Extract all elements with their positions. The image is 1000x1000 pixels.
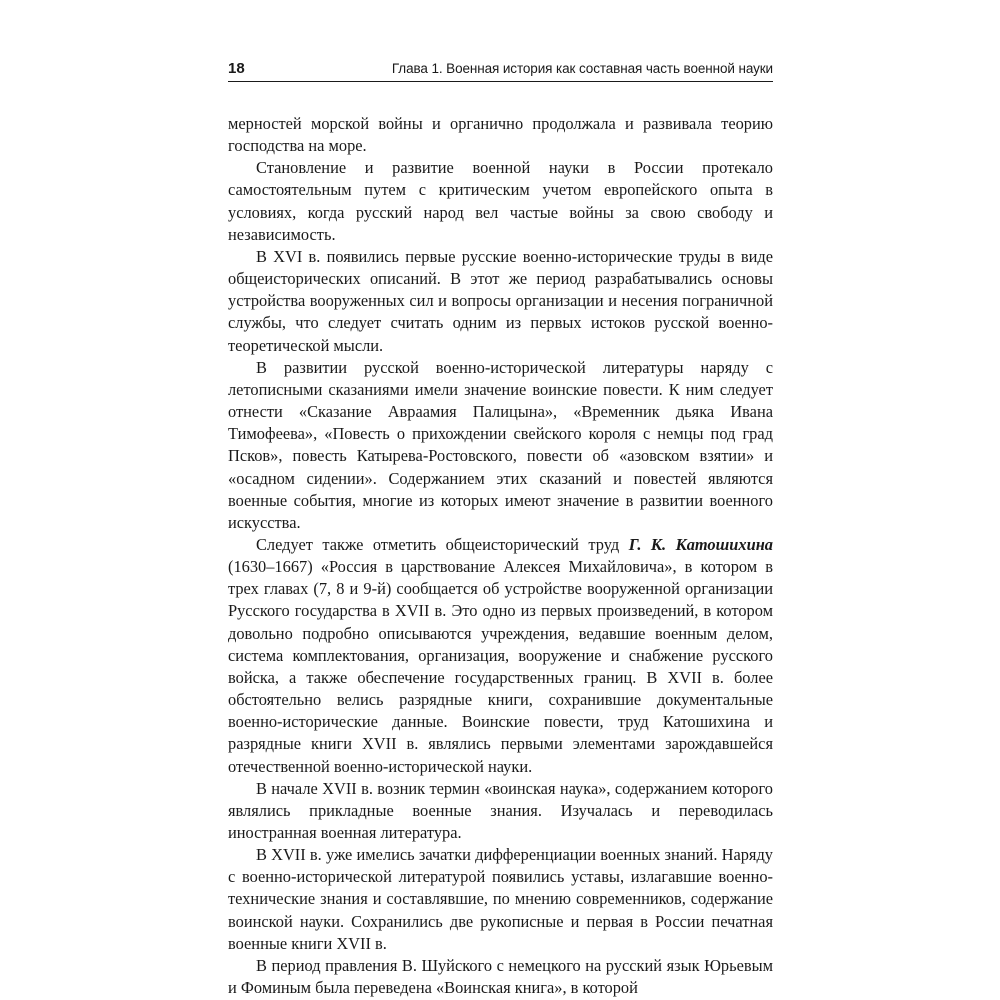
paragraph: В начале XVII в. возник термин «воинская наука», содержанием которого являлись прикладные военные знания. Изучалась и переводилась иностранная военная литература. xyxy=(228,778,773,842)
paragraph xyxy=(228,534,773,778)
paragraph: Становление и развитие военной науки в России протекало самостоятельным путем с критическим учетом европейского опыта в условиях, когда русский народ вел частые войны за свою свободу и независимость. xyxy=(228,158,773,244)
paragraph: В XVII в. уже имелись зачатки дифференциации военных знаний. Наряду с военно-исторической литературой появились уставы, излагавшие военно-технические знания и составлявшие, по мнению современников, содержание воинской науки. Сохранились две рукописные и первая в России печатная военные книги XVII в. xyxy=(228,845,773,953)
paragraph-text: (1630–1667) «Россия в царствование Алексея Михайловича», в котором в трех главах (7, 8 и 9-й) сообщается об устройстве вооруженной организации Русского государства в XVII в. Это одно из первых произведений, в котором довольно подробно описываются учреждения, ведавшие военным делом, система комплектования, организация, вооружение и снабжение русского войска, а также обеспечение государственных границ. В XVII в. более обстоятельно велись разрядные книги, сохранившие документальные военно-исторические данные. Воинские повести, труд Катошихина и разрядные книги XVII в. являлись первыми элементами зарождавшейся отечественной военно-исторической науки. xyxy=(228,557,773,776)
paragraph-text: Следует также отметить общеисторический труд xyxy=(256,534,629,554)
chapter-title: Глава 1. Военная история как составная часть военной науки xyxy=(391,61,773,76)
body-text xyxy=(228,113,773,999)
paragraph: В развитии русской военно-исторической литературы наряду с летописными сказаниями имели значение воинские повести. К ним следует отнести «Сказание Авраамия Палицына», «Временник дьяка Ивана Тимофеева», «Повесть о прихождении свейского короля с немцы под град Псков», повесть Катырева-Ростовского, повести об «азовском взятии» и «осадном сидении». Содержанием этих сказаний и повестей являются военные события, многие из которых имеют значение в развитии военного искусства. xyxy=(228,357,773,532)
author-name: Г. К. Катошихина xyxy=(628,534,773,554)
paragraph: мерностей морской войны и органично продолжала и развивала теорию господства на море. xyxy=(228,114,773,156)
page-number: 18 xyxy=(228,60,245,77)
running-head xyxy=(228,58,773,80)
header-rule xyxy=(228,81,773,82)
paragraph: В XVI в. появились первые русские военно-исторические труды в виде общеисторических описаний. В этот же период разрабатывались основы устройства вооруженных сил и вопросы организации и несения пограничной службы, что следует считать одним из первых истоков русской военно-теоретической мысли. xyxy=(228,246,773,355)
paragraph: В период правления В. Шуйского с немецкого на русский язык Юрьевым и Фоминым была переведена «Воинская книга», в которой xyxy=(228,955,773,998)
